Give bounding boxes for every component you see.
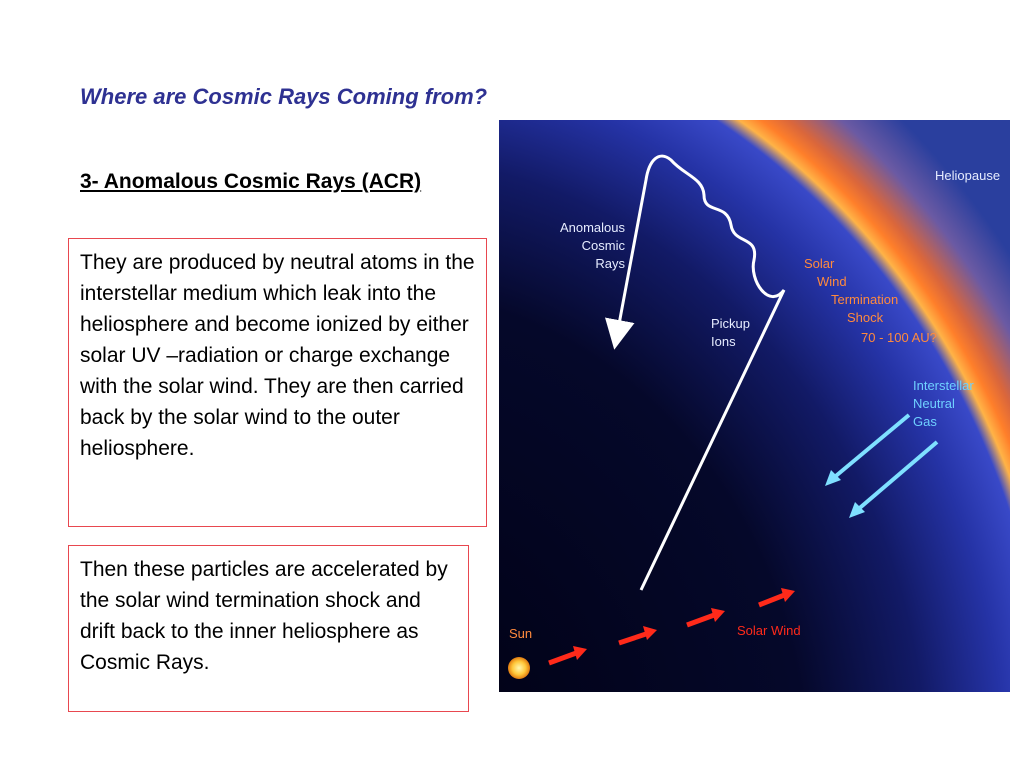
acceleration-box: [68, 545, 469, 712]
sun-icon: [508, 657, 530, 679]
acceleration-text: Then these particles are accelerated by the solar wind termination shock and drift back to the inner heliosphere as Cosmic Rays.: [80, 558, 448, 674]
svg-text:Wind: Wind: [817, 274, 847, 289]
svg-text:70 - 100 AU?: 70 - 100 AU?: [861, 330, 937, 345]
explanation-text: They are produced by neutral atoms in the interstellar medium which leak into the heliosphere and become ionized by either solar UV –radiation or charge exchange with the solar wind. They are then carried back by the solar wind to the outer heliosphere.: [80, 251, 475, 460]
svg-text:Pickup: Pickup: [711, 316, 751, 331]
svg-text:Ions: Ions: [711, 334, 736, 349]
explanation-box: [68, 238, 487, 527]
label-heliopause: Heliopause: [935, 168, 1001, 183]
svg-text:Anomalous: Anomalous: [559, 220, 625, 235]
svg-text:Neutral: Neutral: [913, 396, 955, 411]
label-solar-wind: Solar Wind: [737, 623, 801, 638]
svg-text:Gas: Gas: [913, 414, 937, 429]
svg-text:Termination: Termination: [831, 292, 899, 307]
heliosphere-diagram: [499, 120, 1010, 692]
svg-text:Interstellar: Interstellar: [913, 378, 974, 393]
svg-text:Cosmic: Cosmic: [581, 238, 625, 253]
slide-title: Where are Cosmic Rays Coming from?: [80, 84, 488, 109]
label-sun: Sun: [509, 626, 533, 641]
svg-text:Rays: Rays: [595, 256, 625, 271]
svg-text:Solar: Solar: [804, 256, 835, 271]
section-subtitle: 3- Anomalous Cosmic Rays (ACR): [80, 170, 422, 193]
svg-text:Shock: Shock: [847, 310, 884, 325]
